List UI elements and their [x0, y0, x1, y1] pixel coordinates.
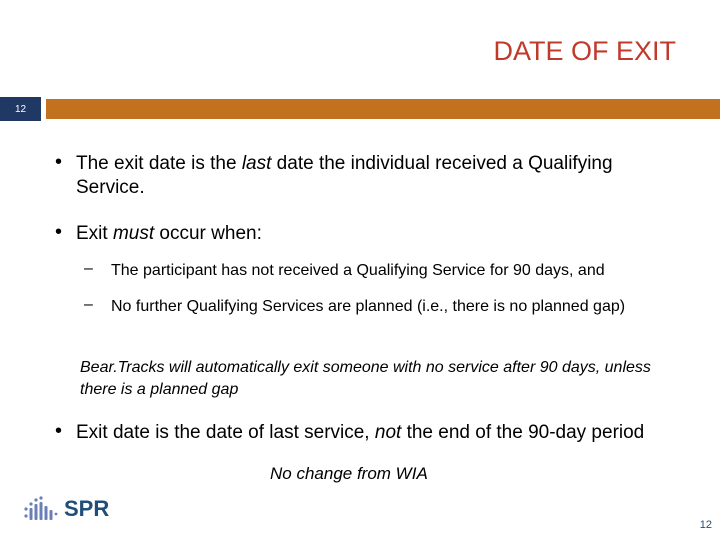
- bullet-2: [76, 222, 636, 246]
- bullet-1-pre: The exit date is the: [76, 153, 242, 174]
- bullet-3-emphasis: not: [374, 422, 402, 443]
- bullet-1-post: date the individual received a Qualifying Service.: [76, 153, 613, 198]
- slide-title: DATE OF EXIT: [493, 36, 676, 66]
- dash-marker: –: [84, 260, 93, 277]
- bullet-dot: •: [55, 420, 63, 442]
- bullet-3-post: the end of the 90-day period: [401, 422, 645, 443]
- spr-logo-icon: [22, 494, 58, 524]
- automation-note: Bear.Tracks will automatically exit someone with no service after 90 days, unless there is a planned gap: [80, 359, 651, 398]
- bullet-2-emphasis: must: [112, 223, 155, 244]
- dash-marker: –: [84, 296, 93, 313]
- bullet-2-post: occur when:: [154, 223, 262, 244]
- spr-logo: [22, 494, 109, 524]
- bullet-3-pre: Exit date is the date of last service,: [76, 422, 375, 443]
- bullet-2-pre: Exit: [76, 223, 113, 244]
- bullet-3: [76, 421, 706, 445]
- sub-bullet-1: The participant has not received a Qualifying Service for 90 days, and: [111, 262, 605, 279]
- bullet-1: [76, 152, 636, 200]
- sub-bullet-2: No further Qualifying Services are planned (i.e., there is no planned gap): [111, 298, 626, 315]
- bullet-dot: •: [55, 221, 63, 243]
- bullet-1-emphasis: last: [241, 153, 272, 174]
- page-number: 12: [699, 519, 712, 531]
- header-bar: [46, 99, 720, 119]
- bullet-dot: •: [55, 151, 63, 173]
- spr-logo-text: SPR: [64, 496, 110, 521]
- footer-note: No change from WIA: [270, 464, 428, 483]
- slide-number-badge: 12: [0, 97, 41, 121]
